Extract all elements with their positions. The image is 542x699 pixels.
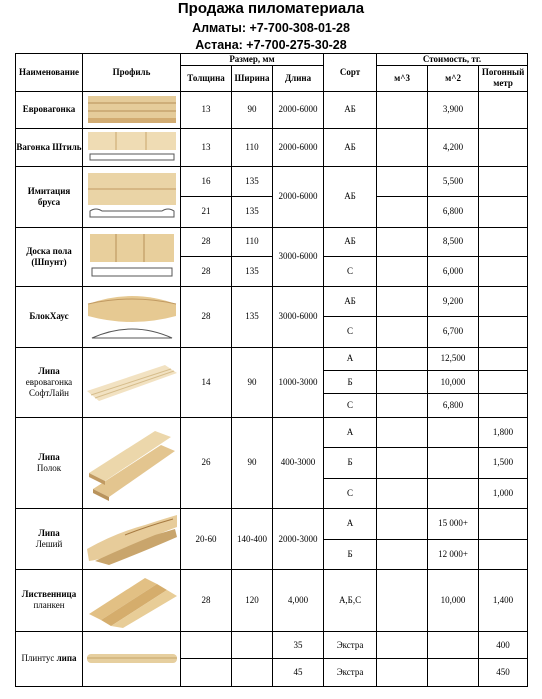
- m2-cell: [428, 631, 479, 658]
- grade-cell: Экстра: [324, 631, 377, 658]
- m2-cell: [428, 478, 479, 508]
- grade-cell: АБ: [324, 286, 377, 316]
- m3-cell: [377, 197, 428, 227]
- thickness-cell: [181, 659, 232, 687]
- m3-cell: [377, 478, 428, 508]
- thickness-cell: 26: [181, 417, 232, 508]
- grade-cell: АБ: [324, 227, 377, 256]
- width-cell: 110: [232, 227, 273, 256]
- grade-cell: А: [324, 509, 377, 539]
- grade-cell: Б: [324, 539, 377, 569]
- m3-cell: [377, 257, 428, 286]
- grade-cell: А,Б,С: [324, 569, 377, 631]
- row-name-rest: Плинтус: [21, 653, 55, 664]
- width-cell: 135: [232, 166, 273, 196]
- m3-cell: [377, 370, 428, 393]
- m2-cell: 12 000+: [428, 539, 479, 569]
- row-name-bold: липа: [56, 653, 77, 664]
- running-cell: 1,000: [479, 478, 528, 508]
- length-cell: 2000-6000: [273, 166, 324, 227]
- length-cell: 2000-6000: [273, 129, 324, 167]
- wood-profile-image: [85, 511, 179, 567]
- length-cell: 1000-3000: [273, 347, 324, 417]
- m3-cell: [377, 631, 428, 658]
- profile-image: [83, 166, 181, 227]
- m2-cell: 6,700: [428, 317, 479, 347]
- thickness-cell: 28: [181, 286, 232, 347]
- length-cell: 2000-3000: [273, 509, 324, 570]
- length-cell: 3000-6000: [273, 286, 324, 347]
- width-cell: [232, 631, 273, 658]
- table-row: [16, 91, 528, 129]
- length-cell: 400-3000: [273, 417, 324, 508]
- profile-image: [83, 91, 181, 129]
- m2-cell: 9,200: [428, 286, 479, 316]
- running-cell: [479, 509, 528, 539]
- grade-cell: Б: [324, 448, 377, 478]
- running-cell: [479, 539, 528, 569]
- running-cell: [479, 227, 528, 256]
- col-grade: Сорт: [324, 54, 377, 92]
- profile-image: [83, 347, 181, 417]
- running-cell: [479, 394, 528, 417]
- running-cell: 450: [479, 659, 528, 687]
- wood-profile-image: [85, 572, 179, 628]
- m2-cell: 12,500: [428, 347, 479, 370]
- m2-cell: 6,000: [428, 257, 479, 286]
- running-cell: 1,800: [479, 417, 528, 447]
- price-table: [15, 53, 528, 687]
- thickness-cell: 21: [181, 197, 232, 227]
- wood-profile-image: [85, 644, 179, 674]
- thickness-cell: 13: [181, 129, 232, 167]
- col-m3: м^3: [377, 66, 428, 91]
- m2-cell: 4,200: [428, 129, 479, 167]
- col-length: Длина: [273, 66, 324, 91]
- col-thickness: Толщина: [181, 66, 232, 91]
- profile-image: [83, 417, 181, 508]
- thickness-cell: 28: [181, 257, 232, 286]
- grade-cell: С: [324, 257, 377, 286]
- wood-profile-image: [85, 423, 179, 503]
- m3-cell: [377, 129, 428, 167]
- row-name: Вагонка Штиль: [16, 129, 83, 167]
- running-cell: [479, 197, 528, 227]
- row-name-bold: Липа: [38, 528, 60, 538]
- length-cell: 2000-6000: [273, 91, 324, 129]
- m2-cell: 10,000: [428, 370, 479, 393]
- width-cell: 110: [232, 129, 273, 167]
- width-cell: [232, 659, 273, 687]
- m2-cell: 6,800: [428, 394, 479, 417]
- table-row: [16, 509, 528, 539]
- table-row: [16, 227, 528, 256]
- m2-cell: [428, 659, 479, 687]
- grade-cell: АБ: [324, 129, 377, 167]
- width-cell: 140-400: [232, 509, 273, 570]
- col-name: Наименование: [16, 54, 83, 92]
- row-name: [16, 631, 83, 686]
- m3-cell: [377, 227, 428, 256]
- width-cell: 90: [232, 417, 273, 508]
- row-name: Имитация бруса: [16, 166, 83, 227]
- wood-profile-image: [86, 94, 178, 126]
- wood-profile-image: [86, 171, 178, 223]
- wood-profile-image: [86, 232, 178, 282]
- phone-astana: Астана: +7-700-275-30-28: [195, 38, 347, 52]
- table-row: [16, 569, 528, 631]
- wood-profile-image: [86, 130, 178, 164]
- m2-cell: 6,800: [428, 197, 479, 227]
- profile-image: [83, 569, 181, 631]
- m2-cell: 3,900: [428, 91, 479, 129]
- length-cell: 45: [273, 659, 324, 687]
- table-row: [16, 166, 528, 196]
- table-row: [16, 129, 528, 167]
- running-cell: [479, 286, 528, 316]
- grade-cell: С: [324, 394, 377, 417]
- m2-cell: [428, 448, 479, 478]
- running-cell: [479, 347, 528, 370]
- wood-profile-image: [85, 351, 179, 413]
- m2-cell: 5,500: [428, 166, 479, 196]
- grade-cell: С: [324, 317, 377, 347]
- width-cell: 90: [232, 347, 273, 417]
- width-cell: 135: [232, 257, 273, 286]
- col-profile: Профиль: [83, 54, 181, 92]
- running-cell: [479, 91, 528, 129]
- m3-cell: [377, 317, 428, 347]
- profile-image: [83, 509, 181, 570]
- running-cell: [479, 257, 528, 286]
- thickness-cell: 28: [181, 569, 232, 631]
- length-cell: 4,000: [273, 569, 324, 631]
- grade-cell: АБ: [324, 166, 377, 227]
- profile-image: [83, 129, 181, 167]
- running-cell: 400: [479, 631, 528, 658]
- width-cell: 135: [232, 286, 273, 347]
- table-row: [16, 631, 528, 658]
- running-cell: [479, 370, 528, 393]
- m2-cell: 15 000+: [428, 509, 479, 539]
- col-running: Погонный метр: [479, 66, 528, 91]
- table-row: [16, 286, 528, 316]
- running-cell: [479, 166, 528, 196]
- grade-cell: А: [324, 347, 377, 370]
- m3-cell: [377, 394, 428, 417]
- m3-cell: [377, 347, 428, 370]
- thickness-cell: 28: [181, 227, 232, 256]
- row-name-rest: планкен: [33, 600, 65, 611]
- row-name: [16, 417, 83, 508]
- thickness-cell: 20-60: [181, 509, 232, 570]
- m3-cell: [377, 539, 428, 569]
- col-width: Ширина: [232, 66, 273, 91]
- row-name-bold: Лиственница: [21, 589, 77, 600]
- row-name-rest: Леший: [35, 539, 63, 549]
- running-cell: [479, 317, 528, 347]
- m3-cell: [377, 166, 428, 196]
- width-cell: 135: [232, 197, 273, 227]
- m3-cell: [377, 91, 428, 129]
- m2-cell: [428, 417, 479, 447]
- profile-image: [83, 631, 181, 686]
- width-cell: 120: [232, 569, 273, 631]
- row-name: БлокХаус: [16, 286, 83, 347]
- m2-cell: 10,000: [428, 569, 479, 631]
- row-name: Доска пола (Шпунт): [16, 227, 83, 286]
- m3-cell: [377, 417, 428, 447]
- thickness-cell: 13: [181, 91, 232, 129]
- m3-cell: [377, 448, 428, 478]
- thickness-cell: 16: [181, 166, 232, 196]
- row-name: [16, 347, 83, 417]
- m3-cell: [377, 509, 428, 539]
- thickness-cell: [181, 631, 232, 658]
- m3-cell: [377, 659, 428, 687]
- grade-cell: Б: [324, 370, 377, 393]
- profile-image: [83, 286, 181, 347]
- length-cell: 3000-6000: [273, 227, 324, 286]
- row-name-bold: Липа: [38, 451, 60, 462]
- grade-cell: Экстра: [324, 659, 377, 687]
- row-name-rest: Полок: [36, 462, 62, 473]
- col-m2: м^2: [428, 66, 479, 91]
- running-cell: 1,500: [479, 448, 528, 478]
- m3-cell: [377, 286, 428, 316]
- running-cell: 1,400: [479, 569, 528, 631]
- wood-profile-image: [86, 290, 178, 344]
- row-name-rest: евровагонка СофтЛайн: [25, 376, 73, 398]
- table-row: [16, 347, 528, 370]
- grade-cell: С: [324, 478, 377, 508]
- col-size: Размер, мм: [181, 54, 324, 66]
- row-name: [16, 569, 83, 631]
- row-name: [16, 509, 83, 570]
- m3-cell: [377, 569, 428, 631]
- row-name: Евровагонка: [16, 91, 83, 129]
- page-title: Продажа пиломатериала: [177, 0, 365, 17]
- m2-cell: 8,500: [428, 227, 479, 256]
- table-row: [16, 417, 528, 447]
- phone-almaty: Алматы: +7-700-308-01-28: [192, 21, 350, 35]
- row-name-bold: Липа: [38, 365, 60, 376]
- profile-image: [83, 227, 181, 286]
- length-cell: 35: [273, 631, 324, 658]
- grade-cell: АБ: [324, 91, 377, 129]
- running-cell: [479, 129, 528, 167]
- width-cell: 90: [232, 91, 273, 129]
- grade-cell: А: [324, 417, 377, 447]
- thickness-cell: 14: [181, 347, 232, 417]
- col-cost: Стоимость, тг.: [377, 54, 528, 66]
